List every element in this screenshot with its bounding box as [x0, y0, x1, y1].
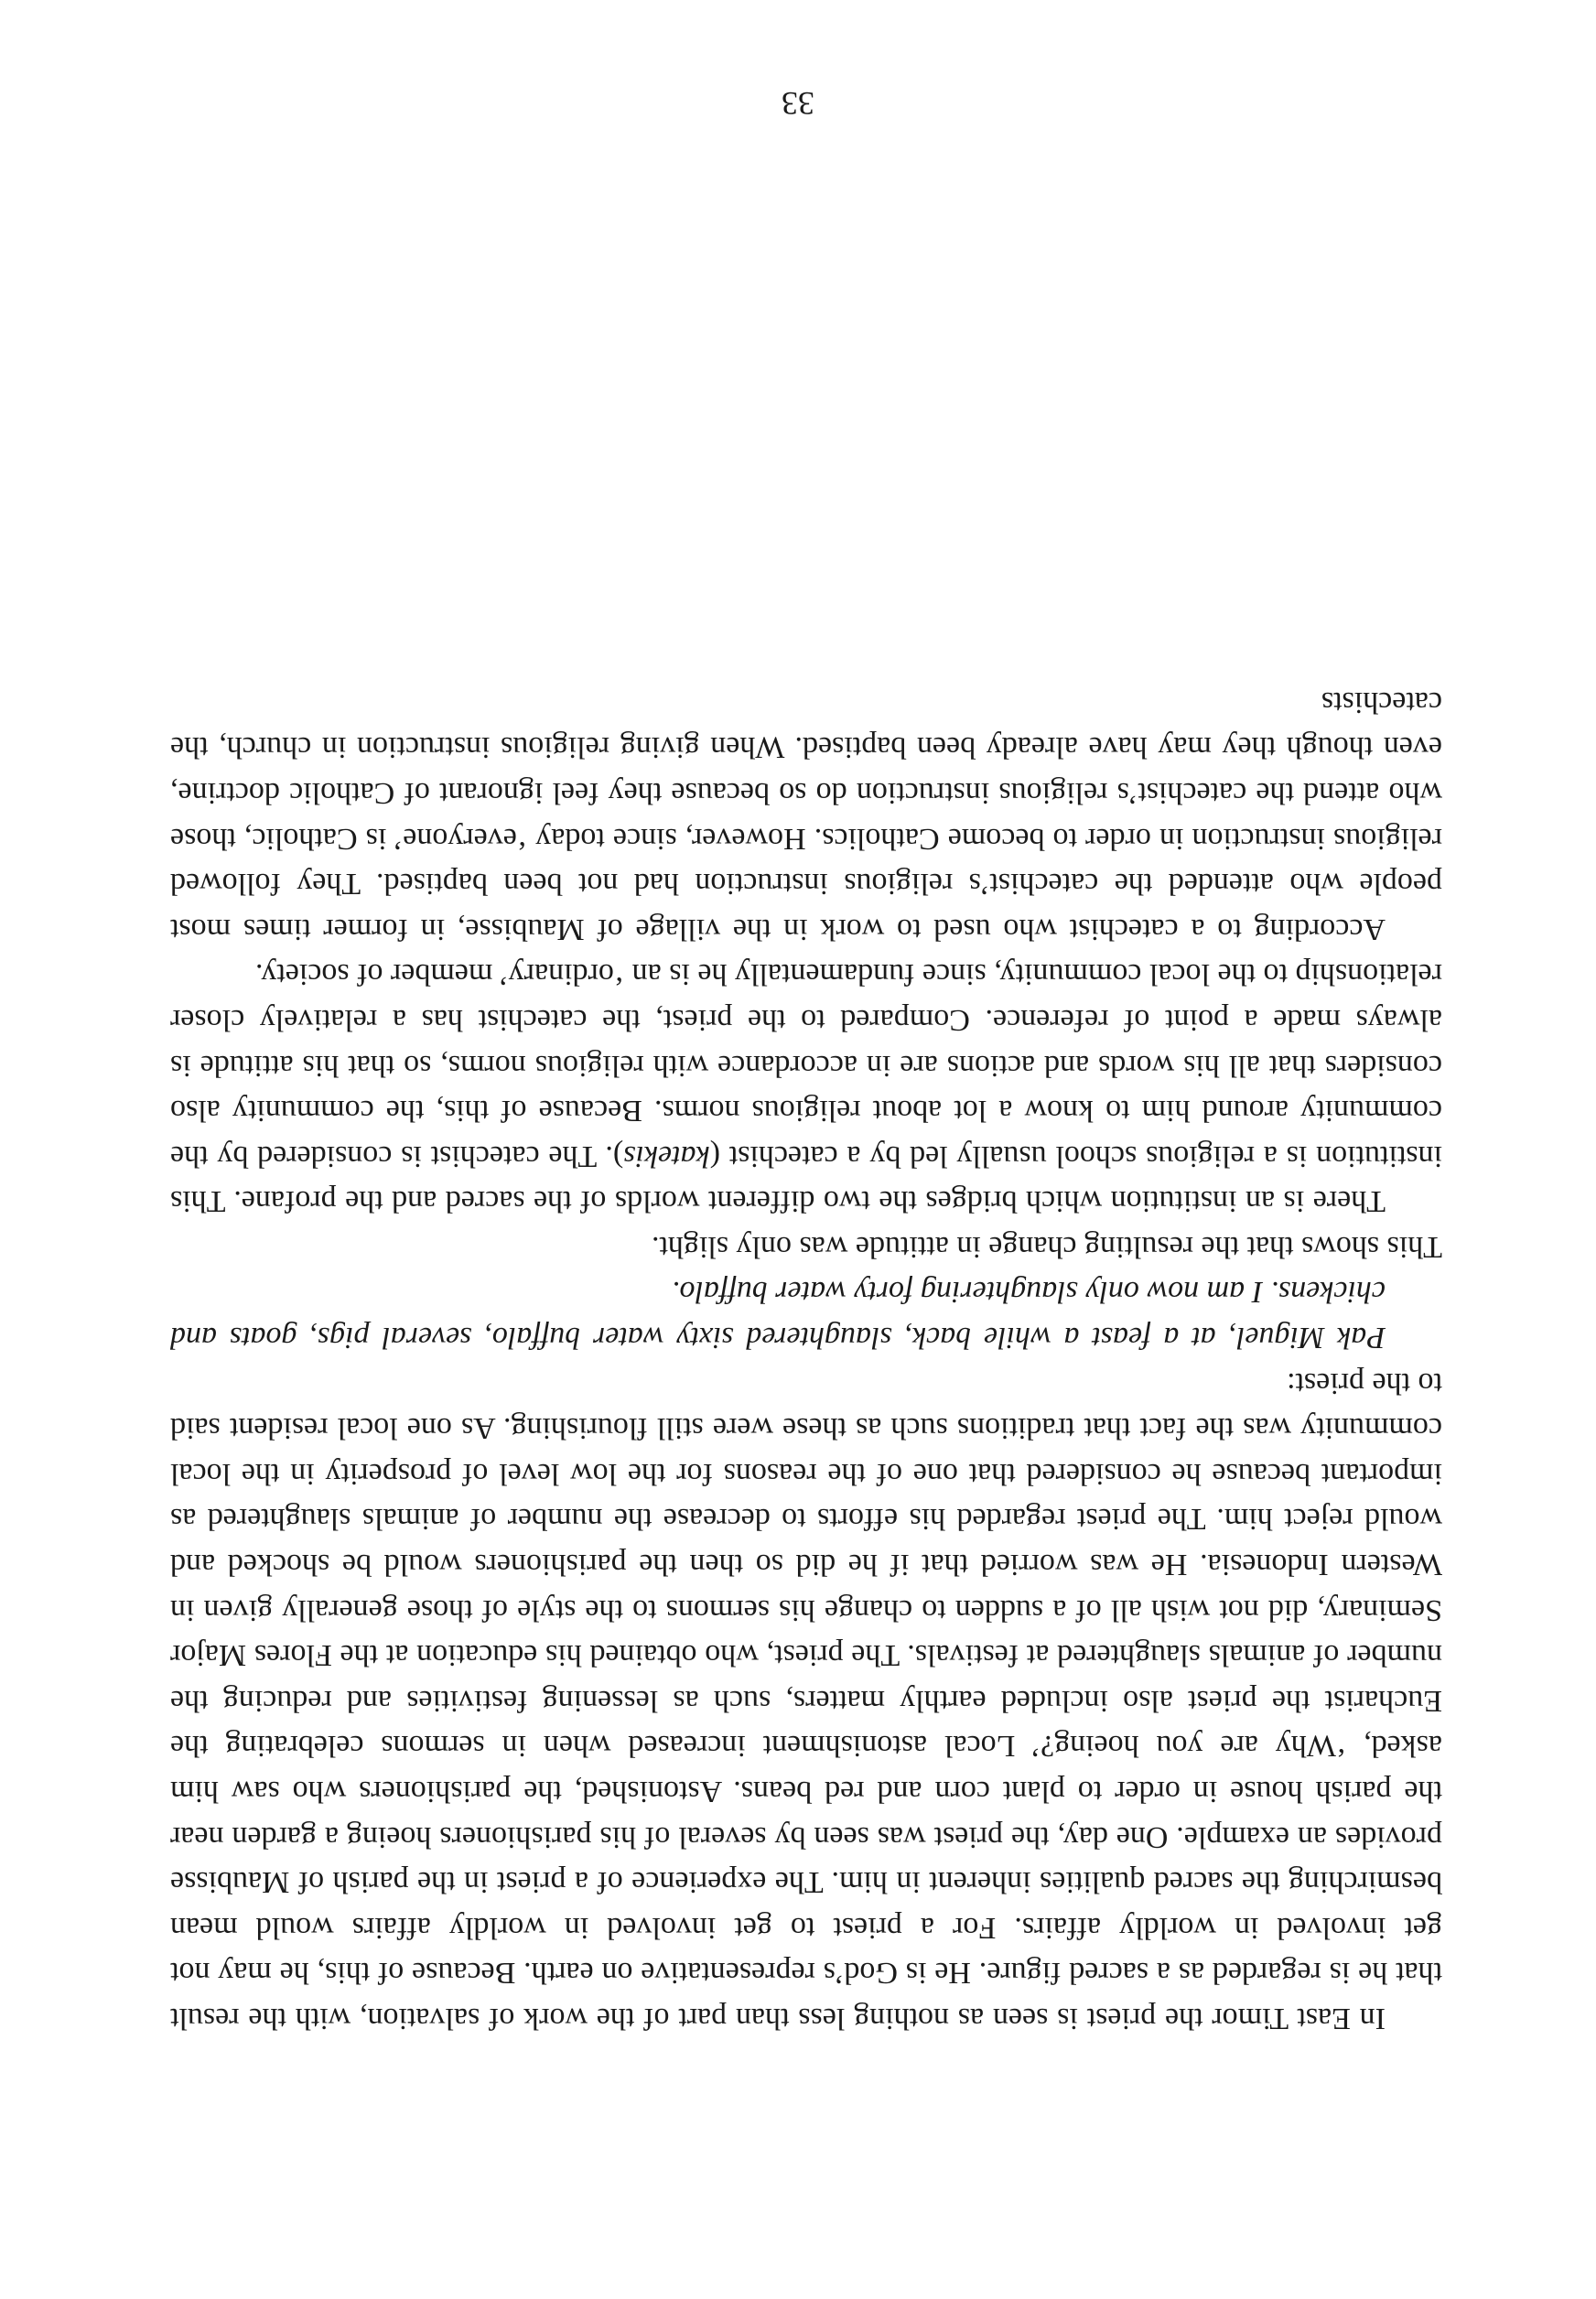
- quote-resident: Pak Miguel, at a feast a while back, slaughtered sixty water buffalo, several pigs, goats and chickens. I am now only slaughtering forty water buffalo.: [170, 1275, 1386, 1355]
- page-number: 33: [782, 85, 814, 122]
- paragraph-maubisse-catechist: According to a catechist who used to work in the village of Maubisse, in former times most people who attended the catechist’s religious instruction had not been baptised. They followed religious instruction in order to become Catholics. However, since today ‘everyone’ is Catholic, those who attend the catechist’s religious instruction do so because they feel ignorant of Catholic doctrine, even though they may have already been baptised. When giving religious instruction in church, the catechists: [170, 685, 1442, 946]
- body-text: [170, 679, 1442, 2041]
- paragraph-priest-role: In East Timor the priest is seen as nothing less than part of the work of salvation, with the result that he is regarded as a sacred figure. He is God’s representative on earth. Because of this, he may not get involved in worldly affairs. For a priest to get involved in worldly affairs would mean besmirching the sacred qualities inherent in him. The experience of a priest in the parish of Maubisse provides an example. One day, the priest was seen by several of his parishioners hoeing a garden near the parish house in order to plant corn and red beans. Astonished, the parishioners who saw him asked, ‘Why are you hoeing?’ Local astonishment increased when in sermons celebrating the Eucharist the priest also included earthly matters, such as lessening festivities and reducing the number of animals slaughtered at festivals. The priest, who obtained his education at the Flores Major Seminary, did not wish all of a sudden to change his sermons to the style of those generally given in Western Indonesia. He was worried that if he did so then the parishioners would be shocked and would reject him. The priest regarded his efforts to decrease the number of animals slaughtered as important because he considered that one of the reasons for the low level of prosperity in the local community was the fact that traditions such as these were still flourishing. As one local resident said to the priest:: [170, 1365, 1442, 2035]
- term-katekis: katekis: [623, 1139, 710, 1173]
- paragraph-catechist-part1: There is an institution which bridges the two different worlds of the sacred and the profane. This institution is a religious school usually led by a catechist (: [170, 1139, 1442, 1219]
- paragraph-catechist-part2: ). The catechist is considered by the community around him to know a lot about religious norms. Because of this, the community also considers that all his words and actions are in accordance with religious norms, so that his attitude is always made a point of reference. Compared to the priest, the catechist has a relatively closer relationship to the local community, since fundamentally he is an ‘ordinary’ member of society.: [170, 957, 1442, 1173]
- paragraph-catechist: [170, 952, 1442, 1225]
- paragraph-attitude-change: This shows that the resulting change in attitude was only slight.: [651, 1229, 1442, 1264]
